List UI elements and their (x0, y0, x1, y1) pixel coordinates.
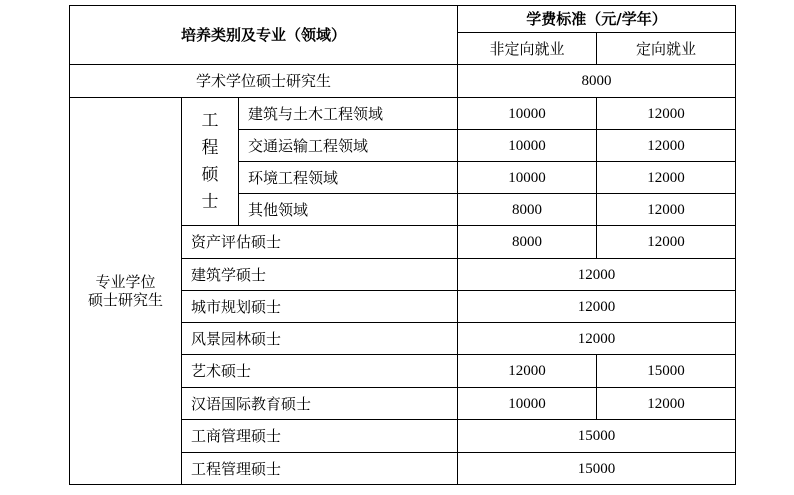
engineering-char: 硕 (201, 164, 219, 185)
fee-merged: 15000 (458, 453, 736, 485)
professional-label-line2: 硕士研究生 (87, 291, 163, 309)
fee-non-directed: 8000 (458, 226, 597, 259)
tuition-table (69, 5, 736, 485)
fee-merged: 12000 (458, 291, 736, 323)
fee-non-directed: 8000 (458, 194, 597, 226)
fee-directed: 12000 (597, 388, 736, 420)
engineering-char: 工 (201, 110, 219, 131)
fee-directed: 12000 (597, 194, 736, 226)
program-name: 工商管理硕士 (182, 420, 458, 453)
fee-directed: 15000 (597, 355, 736, 388)
professional-label-line1: 专业学位 (95, 273, 156, 291)
col-directed-header: 定向就业 (597, 33, 736, 65)
program-name: 建筑学硕士 (182, 259, 458, 291)
program-name: 工程管理硕士 (182, 453, 458, 485)
fee-merged: 15000 (458, 420, 736, 453)
program-name: 城市规划硕士 (182, 291, 458, 323)
category-heading: 培养类别及专业（领域） (70, 6, 458, 65)
fee-merged: 12000 (458, 323, 736, 355)
professional-label (70, 98, 182, 485)
table-row (70, 98, 736, 130)
fee-non-directed: 10000 (458, 98, 597, 130)
field-name: 建筑与土木工程领域 (239, 98, 458, 130)
fee-directed: 12000 (597, 130, 736, 162)
fee-non-directed: 10000 (458, 388, 597, 420)
fee-directed: 12000 (597, 162, 736, 194)
program-name: 资产评估硕士 (182, 226, 458, 259)
fee-heading: 学费标准（元/学年） (458, 6, 736, 33)
program-name: 风景园林硕士 (182, 323, 458, 355)
academic-label: 学术学位硕士研究生 (70, 65, 458, 98)
fee-merged: 12000 (458, 259, 736, 291)
engineering-char: 士 (201, 191, 219, 212)
fee-directed: 12000 (597, 226, 736, 259)
fee-non-directed: 10000 (458, 130, 597, 162)
field-name: 环境工程领域 (239, 162, 458, 194)
engineering-label (182, 98, 239, 226)
engineering-char: 程 (201, 137, 219, 158)
fee-non-directed: 12000 (458, 355, 597, 388)
fee-directed: 12000 (597, 98, 736, 130)
program-name: 艺术硕士 (182, 355, 458, 388)
program-name: 汉语国际教育硕士 (182, 388, 458, 420)
academic-fee: 8000 (458, 65, 736, 98)
field-name: 交通运输工程领域 (239, 130, 458, 162)
col-non-directed-header: 非定向就业 (458, 33, 597, 65)
fee-non-directed: 10000 (458, 162, 597, 194)
field-name: 其他领域 (239, 194, 458, 226)
